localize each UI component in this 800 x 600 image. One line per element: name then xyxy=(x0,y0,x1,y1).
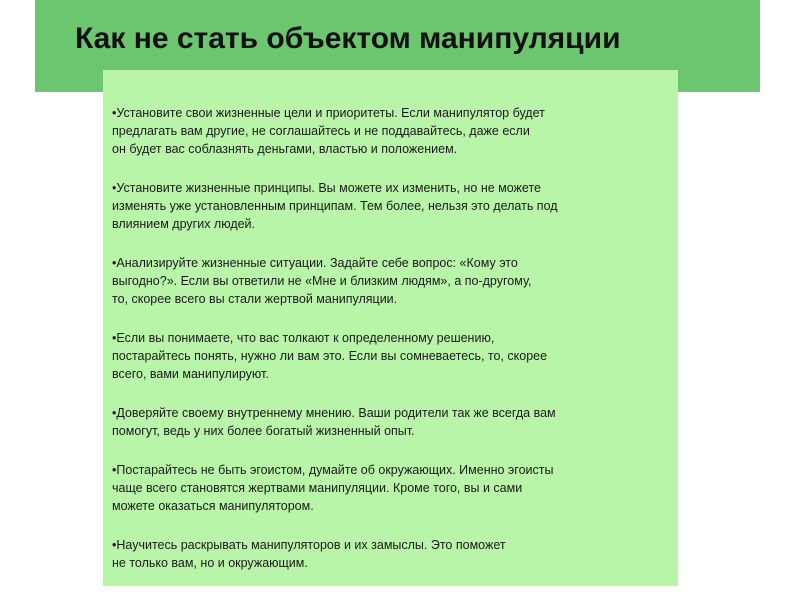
bullet-reveal: •Научитесь раскрывать манипуляторов и их замыслы. Это поможет не только вам, но и окружающим. xyxy=(112,538,506,570)
bullet-egoism: •Постарайтесь не быть эгоистом, думайте об окружающих. Именно эгоисты чаще всего становятся жертвами манипуляции. Кроме того, вы и сами можете оказаться манипулятором. xyxy=(112,463,554,513)
bullet-goals: •Установите свои жизненные цели и приоритеты. Если манипулятор будет предлагать вам другие, не соглашайтесь и не поддавайтесь, даже если он будет вас соблазнять деньгами, властью и положением. xyxy=(112,106,545,156)
bullet-pressure: •Если вы понимаете, что вас толкают к определенному решению, постарайтесь понять, нужно ли вам это. Если вы сомневаетесь, то, скорее всего, вами манипулируют. xyxy=(112,331,548,381)
bullet-list xyxy=(112,104,674,593)
slide-title: Как не стать объектом манипуляции xyxy=(75,22,621,55)
bullet-trust: •Доверяйте своему внутреннему мнению. Ваши родители так же всегда вам помогут, ведь у них более богатый жизненный опыт. xyxy=(112,406,556,438)
bullet-analyze: •Анализируйте жизненные ситуации. Задайте себе вопрос: «Кому это выгодно?». Если вы ответили не «Мне и близким людям», а по-другому, то, скорее всего вы стали жертвой манипуляции. xyxy=(112,256,532,306)
bullet-principles: •Установите жизненные принципы. Вы можете их изменить, но не можете изменять уже установленным принципам. Тем более, нельзя это делать под влиянием других людей. xyxy=(112,181,558,231)
